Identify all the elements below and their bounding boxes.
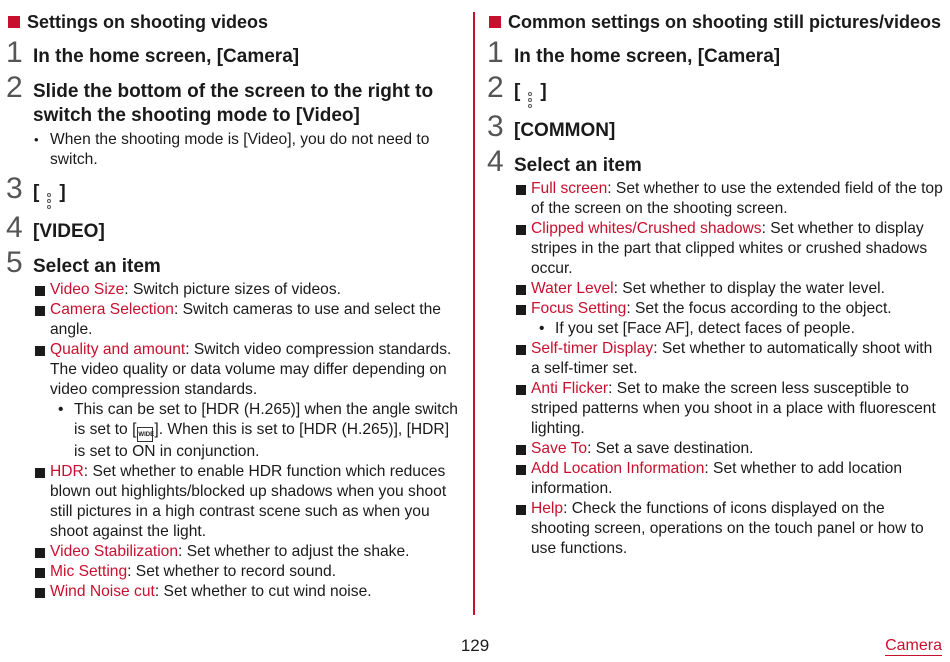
square-bullet-icon [515,439,531,459]
section-heading-common: Common settings on shooting still pictures/videos [487,10,943,34]
square-bullet-icon [34,542,50,562]
square-bullet-icon [515,279,531,299]
step-3 [487,110,943,143]
square-bullet-icon [515,299,531,319]
list-item: Focus Setting: Set the focus according to the object. [487,299,943,319]
list-item: Quality and amount: Switch video compression standards. The video quality or data volume may differ depending on video compression standards. [6,340,462,400]
square-bullet-icon [515,339,531,379]
square-bullet-icon [34,340,50,400]
section-square-icon [489,16,501,28]
list-item: Clipped whites/Crushed shadows: Set whether to display stripes in the part that clipped whites or crushed shadows occur. [487,219,943,279]
list-item: Save To: Set a save destination. [487,439,943,459]
square-bullet-icon [34,462,50,542]
step-number: 3 [6,172,23,205]
common-item-list [487,179,943,559]
list-item: Mic Setting: Set whether to record sound. [6,562,462,582]
step-2 [6,71,462,128]
list-item: Self-timer Display: Set whether to automatically shoot with a self-timer set. [487,339,943,379]
right-column [487,10,943,559]
list-item: HDR: Set whether to enable HDR function which reduces blown out highlights/blocked up shadows when you shoot still pictures in a high contrast scene such as when you shoot against the light. [6,462,462,542]
step-number: 2 [6,71,23,104]
column-divider [473,12,475,615]
list-item: Video Size: Switch picture sizes of videos. [6,280,462,300]
wide-angle-icon: WIDE [137,427,153,442]
camera-section-link[interactable]: Camera [885,637,942,654]
section-square-icon [8,16,20,28]
square-bullet-icon [515,219,531,279]
list-item: Full screen: Set whether to use the extended field of the top of the screen on the shooting screen. [487,179,943,219]
square-bullet-icon [34,562,50,582]
list-item: Wind Noise cut: Set whether to cut wind noise. [6,582,462,602]
step-text: Select an item [514,155,642,176]
step-5 [6,246,462,279]
step-text: Select an item [33,256,161,277]
step-text: In the home screen, [Camera] [33,46,300,67]
step-text: [VIDEO] [33,221,105,242]
step-text: Slide the bottom of the screen to the right to switch the shooting mode to [Video] [33,81,434,126]
square-bullet-icon [34,300,50,340]
square-bullet-icon [34,280,50,300]
bullet-dot-icon: • [58,401,64,418]
section-heading-videos: Settings on shooting videos [6,10,462,34]
vertical-dots-icon [528,92,532,108]
step-3: 3 [ ] [6,177,462,209]
bullet-dot-icon: • [539,320,545,337]
vertical-dots-icon [47,193,51,209]
step-number: 4 [6,211,23,244]
list-item: Water Level: Set whether to display the water level. [487,279,943,299]
step-1 [487,36,943,69]
step-1 [6,36,462,69]
list-item: Camera Selection: Switch cameras to use and select the angle. [6,300,462,340]
step-number: 5 [6,246,23,279]
step-number: 4 [487,145,504,178]
step-2: 2 [ ] [487,76,943,108]
left-column [6,10,462,602]
step-text: In the home screen, [Camera] [514,46,781,67]
square-bullet-icon [515,179,531,219]
step-number: 1 [487,36,504,69]
list-item: Anti Flicker: Set to make the screen less susceptible to striped patterns when you shoot in a place with fluorescent lighting. [487,379,943,439]
square-bullet-icon [515,499,531,559]
list-item: Help: Check the functions of icons displayed on the shooting screen, operations on the touch panel or how to use functions. [487,499,943,559]
video-item-list [6,280,462,602]
page-number: 129 [460,636,490,655]
list-item: Video Stabilization: Set whether to adjust the shake. [6,542,462,562]
quality-sub-note: • This can be set to [HDR (H.265)] when the angle switch is set to [ WIDE]. When this is set to [HDR (H.265)], [HDR] is set to ON in conjunction. [58,401,458,460]
step-number: 2 [487,71,504,104]
step-text: [COMMON] [514,120,616,141]
square-bullet-icon [34,582,50,602]
square-bullet-icon [515,379,531,439]
step-number: 1 [6,36,23,69]
focus-sub-note: • If you set [Face AF], detect faces of people. [539,320,855,337]
bullet-dot-icon: • [34,132,39,147]
step-4 [487,145,943,178]
list-item: Add Location Information: Set whether to add location information. [487,459,943,499]
step-4 [6,211,462,244]
step-2-note: • When the shooting mode is [Video], you do not need to switch. [34,131,430,168]
square-bullet-icon [515,459,531,499]
step-number: 3 [487,110,504,143]
